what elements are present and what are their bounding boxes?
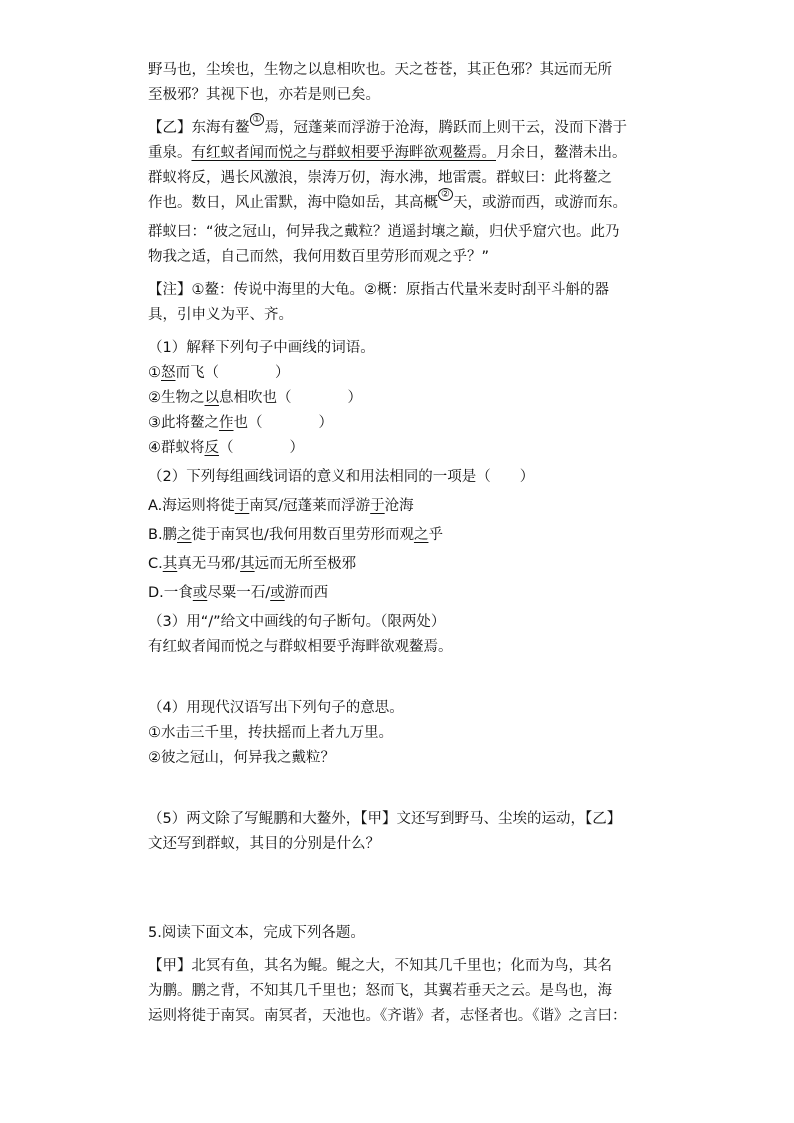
jia-text-line: 至极邪？其视下也，亦若是则已矣。: [148, 87, 380, 103]
question-4-title: （4）用现代汉语写出下列句子的意思。: [148, 700, 404, 716]
question-5-line: 文还写到群蚁，其目的分别是什么？: [148, 836, 380, 852]
question-4-sentence: ②彼之冠山，何异我之戴粒？: [148, 750, 335, 766]
question-1-title: （1）解释下列句子中画线的词语。: [148, 340, 375, 356]
question-5-line: （5）两文除了写鲲鹏和大鳌外，【甲】文还写到野马、尘埃的运动，【乙】: [148, 811, 622, 827]
yi-text-line: 群蚁将反，遇长风激浪，崇涛万仞，海水沸，地雷震。群蚁曰：此将鳌之: [148, 170, 612, 186]
yi-text-line: 作也。数日，风止雷默，海中隐如岳，其高概②天，或游而西，或游而东。: [148, 189, 627, 211]
question-2-title: （2）下列每组画线词语的意义和用法相同的一项是（ ）: [148, 469, 535, 485]
underlined-sentence: 有红蚁者闻而悦之与群蚁相要乎海畔欲观鳌焉。: [191, 145, 496, 161]
question-3-sentence: 有红蚁者闻而悦之与群蚁相要乎海畔欲观鳌焉。: [148, 639, 453, 655]
question-1-item: ②生物之以息相吹也（ ）: [148, 390, 362, 406]
yi-text-line: 物我之适，自己而然，我何用数百里劳形而观之乎？”: [148, 249, 490, 265]
yi-text-line: 【乙】东海有鳌①焉，冠蓬莱而浮游于沧海，腾跃而上则干云，没而下潜于: [148, 114, 627, 136]
question-3-title: （3）用“/”给文中画线的句子断句。（限两处）: [148, 614, 446, 630]
note-line: 具，引申义为平、齐。: [148, 307, 293, 323]
note-line: 【注】①鳌：传说中海里的大龟。②概：原指古代量米麦时刮平斗斛的器: [148, 282, 609, 298]
question-1-item: ①怒而飞（ ）: [148, 365, 290, 381]
yi-text-line: 群蚁曰：“彼之冠山，何异我之戴粒？逍遥封壤之巅，归伏乎窟穴也。此乃: [148, 224, 620, 240]
question-1-item: ③此将鳌之作也（ ）: [148, 415, 333, 431]
section-5-text-line: 为鹏。鹏之背，不知其几千里也；怒而飞，其翼若垂天之云。是鸟也，海: [148, 983, 612, 999]
footnote-marker: ①: [250, 113, 265, 126]
option-b[interactable]: B.鹏之徙于南冥也/我何用数百里劳形而观之乎: [148, 527, 443, 543]
question-4-sentence: ①水击三千里，抟扶摇而上者九万里。: [148, 725, 393, 741]
yi-text-line: 重泉。有红蚁者闻而悦之与群蚁相要乎海畔欲观鳌焉。月余日，鳌潜未出。: [148, 145, 627, 161]
question-1-item: ④群蚁将反（ ）: [148, 440, 304, 456]
section-5-title: 5.阅读下面文本，完成下列各题。: [148, 925, 365, 941]
jia-text-line: 野马也，尘埃也，生物之以息相吹也。天之苍苍，其正色邪？其远而无所: [148, 62, 612, 78]
option-d[interactable]: D.一食或尽粟一石/或游而西: [148, 585, 329, 601]
section-5-text-line: 【甲】北冥有鱼，其名为鲲。鲲之大，不知其几千里也；化而为鸟，其名: [148, 958, 612, 974]
document-page: [148, 58, 688, 1029]
option-a[interactable]: A.海运则将徙于南冥/冠蓬莱而浮游于沧海: [148, 498, 414, 514]
footnote-marker: ②: [438, 188, 453, 201]
section-5-text-line: 运则将徙于南冥。南冥者，天池也。《齐谐》者，志怪者也。《谐》之言曰：: [148, 1008, 627, 1024]
yi-tag: 【乙】: [148, 120, 192, 136]
option-c[interactable]: C.其真无马邪/其远而无所至极邪: [148, 556, 357, 572]
